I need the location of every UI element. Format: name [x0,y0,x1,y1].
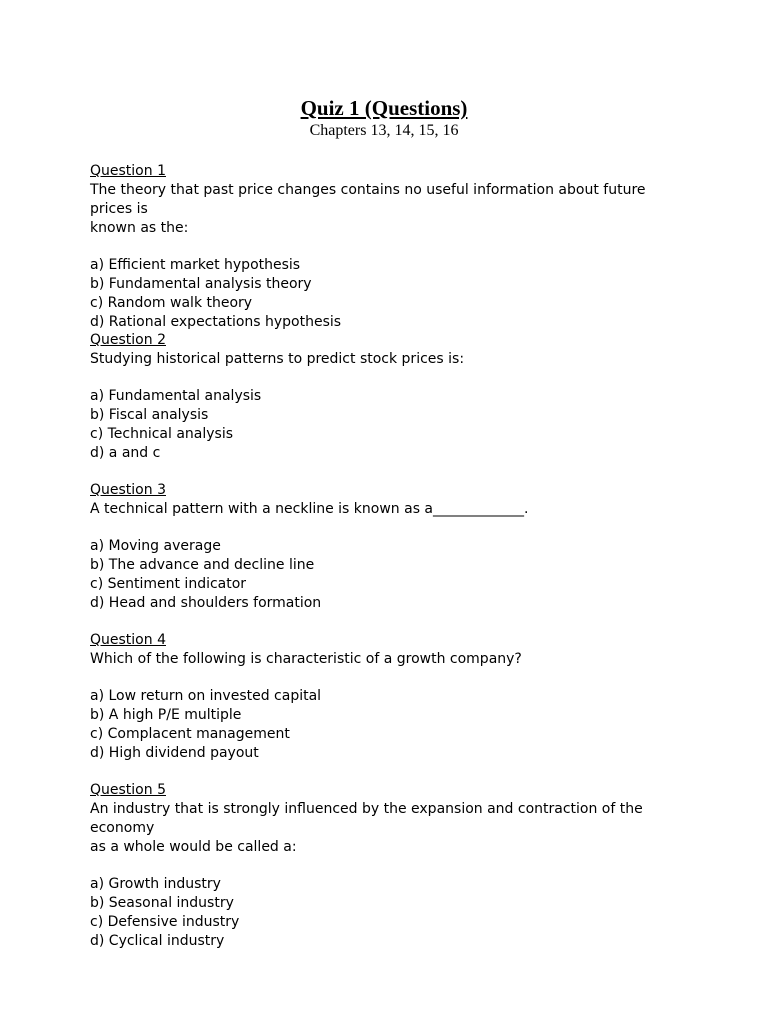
question-text: Studying historical patterns to predict stock prices is: [90,351,465,367]
question-label: Question 4 [90,632,166,648]
question-label: Question 5 [90,782,166,798]
question-text: Which of the following is characteristic of a growth company? [90,651,522,667]
question-3 [90,481,690,613]
answer-option: b) Fiscal analysis [90,407,209,423]
question-label: Question 2 [90,332,166,348]
answer-option: b) The advance and decline line [90,557,315,573]
question-2 [90,331,690,463]
answer-options [90,537,690,613]
answer-option: b) A high P/E multiple [90,707,242,723]
answer-option: d) High dividend payout [90,745,259,761]
answer-option: c) Sentiment indicator [90,576,247,592]
question-5 [90,781,690,951]
answer-options [90,256,690,332]
answer-option: b) Seasonal industry [90,895,234,911]
answer-option: a) Low return on invested capital [90,688,322,704]
answer-option: d) Rational expectations hypothesis [90,314,342,330]
page-title: Quiz 1 (Questions) [300,96,468,120]
question-label: Question 3 [90,482,166,498]
question-text: An industry that is strongly influenced by the expansion and contraction of the economy as a whole would be called a: [90,801,643,855]
question-1 [90,162,690,332]
answer-option: c) Technical analysis [90,426,234,442]
answer-option: a) Growth industry [90,876,221,892]
answer-option: c) Defensive industry [90,914,240,930]
answer-options [90,687,690,763]
answer-option: c) Complacent management [90,726,290,742]
answer-option: a) Fundamental analysis [90,388,262,404]
answer-option: d) Head and shoulders formation [90,595,322,611]
answer-option: d) a and c [90,445,161,461]
answer-option: a) Moving average [90,538,221,554]
answer-options [90,875,690,951]
question-text: A technical pattern with a neckline is known as a_____________. [90,501,529,517]
answer-option: d) Cyclical industry [90,933,225,949]
page-subtitle: Chapters 13, 14, 15, 16 [309,122,459,139]
answer-option: b) Fundamental analysis theory [90,276,312,292]
question-4 [90,631,690,763]
question-label: Question 1 [90,163,166,179]
question-text: The theory that past price changes contains no useful information about future prices is known as the: [90,182,646,236]
answer-options [90,387,690,463]
answer-option: a) Efficient market hypothesis [90,257,301,273]
answer-option: c) Random walk theory [90,295,253,311]
